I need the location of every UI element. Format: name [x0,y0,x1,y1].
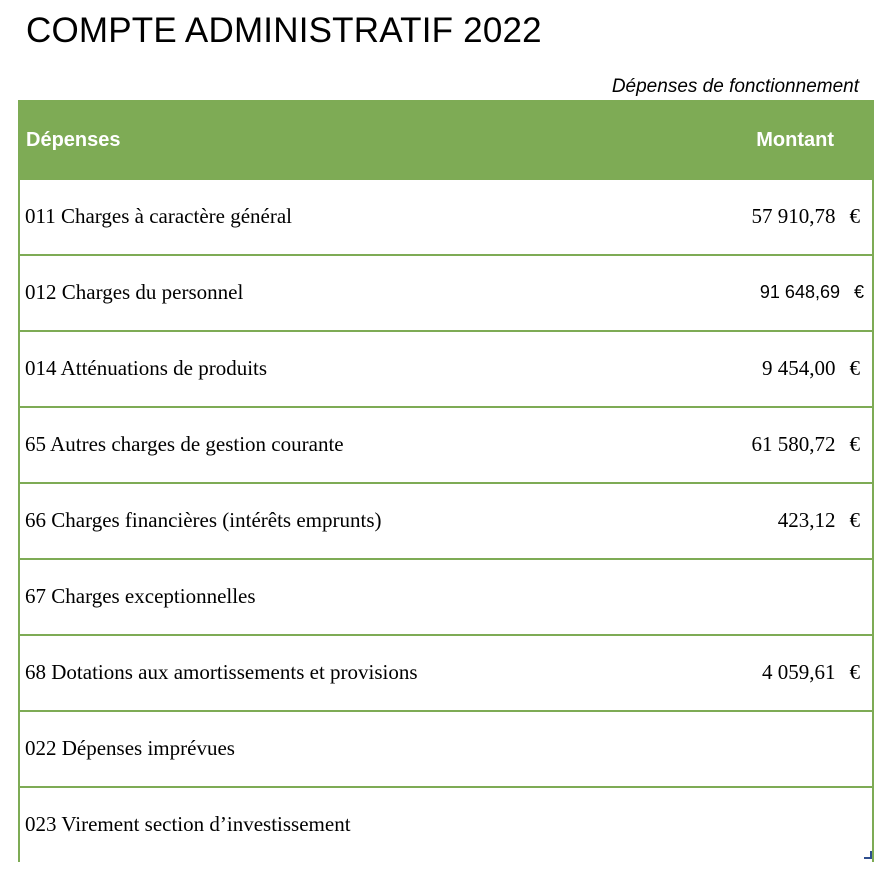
resize-handle-icon[interactable] [864,851,872,859]
currency-symbol: € [853,282,864,302]
header-label-montant: Montant [756,129,834,151]
table-row [20,786,872,862]
row-label: 022 Dépenses imprévues [25,736,235,760]
table-header [20,102,872,178]
table-row [20,634,872,710]
table-row [20,710,872,786]
row-amount: 4 059,61 € [762,660,860,684]
table-row [20,558,872,634]
currency-symbol: € [849,432,860,456]
table-row [20,178,872,254]
row-label: 67 Charges exceptionnelles [25,584,256,608]
currency-symbol: € [849,508,860,532]
table-row [20,482,872,558]
row-amount: 423,12 € [777,508,860,532]
row-label: 65 Autres charges de gestion courante [25,432,344,456]
currency-symbol: € [849,204,860,228]
expenses-table [18,100,874,862]
table-row [20,254,872,330]
table-row [20,330,872,406]
row-label: 012 Charges du personnel [25,280,244,304]
section-subtitle: Dépenses de fonctionnement [611,76,859,97]
row-label: 023 Virement section d’investissement [25,812,351,836]
row-amount: 91 648,69 € [760,278,864,306]
currency-symbol: € [849,356,860,380]
header-label-depenses: Dépenses [26,129,121,151]
row-label: 014 Atténuations de produits [25,356,268,380]
page-title: COMPTE ADMINISTRATIF 2022 [26,11,542,50]
table-row [20,406,872,482]
row-label: 68 Dotations aux amortissements et provisions [25,660,418,684]
currency-symbol: € [849,660,860,684]
row-amount: 9 454,00 € [762,356,860,380]
row-label: 66 Charges financières (intérêts emprunts) [25,508,382,532]
row-label: 011 Charges à caractère général [25,204,293,228]
row-amount: 61 580,72 € [751,432,860,456]
row-amount: 57 910,78 € [751,204,860,228]
